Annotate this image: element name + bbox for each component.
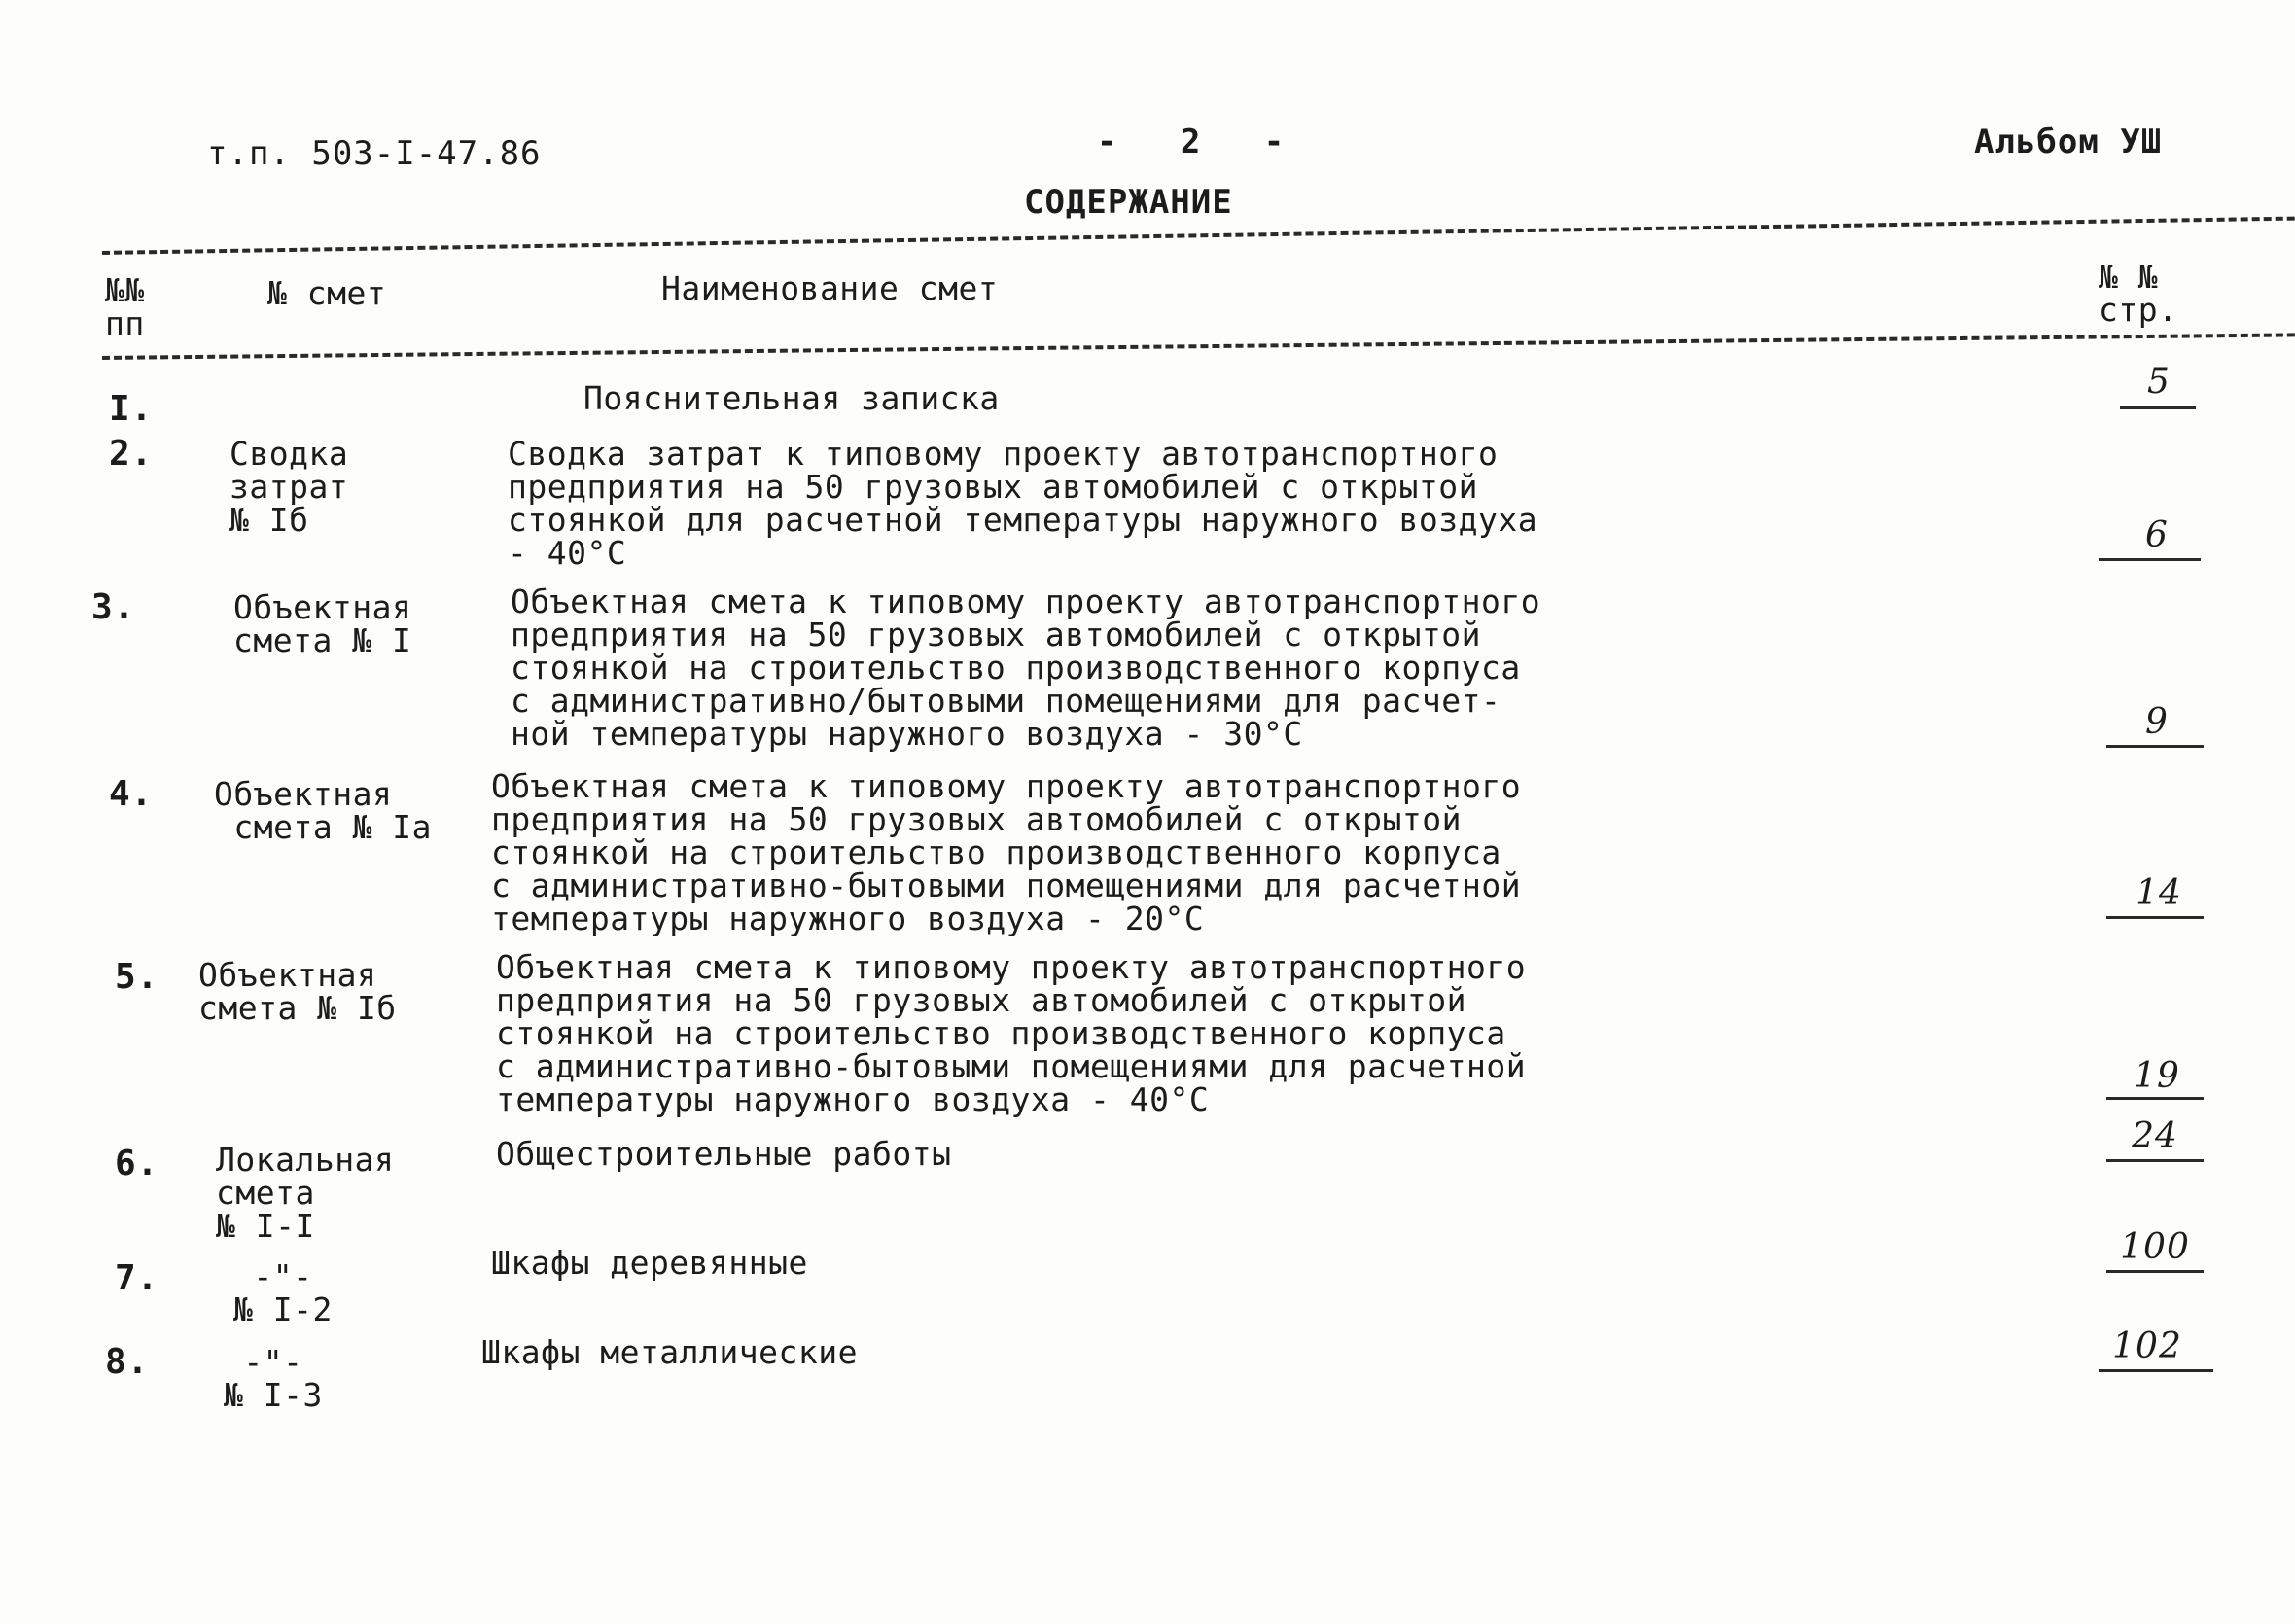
row-7-page: 100 [2120,1227,2190,1267]
page-number: - 2 - [1097,123,1286,161]
row-1-page-underline [2120,406,2196,409]
row-1-num: I. [109,389,154,429]
col-header-page: № № стр. [2099,258,2178,329]
row-5-name: Объектная смета к типовому проекту автотранспортного предприятия на 50 грузовых автомобилей с открытой стоянкой на строительство производственного корпуса с административно-бытовыми помещениями для расчетной температуры наружного воздуха - 40°C [496,948,1527,1118]
row-2-name: Сводка затрат к типовому проекту автотранспортного предприятия на 50 грузовых автомобилей с открытой стоянкой для расчетной температуры наружного воздуха - 40°C [508,435,1538,572]
row-4-name: Объектная смета к типовому проекту автотранспортного предприятия на 50 грузовых автомобилей с открытой стоянкой на строительство производственного корпуса с административно-бытовыми помещениями для расчетной температуры наружного воздуха - 20°C [491,767,1522,937]
row-1-page: 5 [2147,362,2171,402]
row-5-num: 5. [115,957,159,997]
row-3-page: 9 [2145,702,2169,742]
row-6-page: 24 [2132,1116,2178,1156]
row-4-page: 14 [2136,873,2182,913]
row-8-page-underline [2099,1369,2213,1372]
col-header-name: Наименование смет [661,269,999,307]
row-7-num: 7. [115,1258,159,1298]
row-7-estimate: -"- № I-2 [233,1257,333,1328]
row-3-name: Объектная смета к типовому проекту автотранспортного предприятия на 50 грузовых автомобилей с открытой стоянкой на строительство производственного корпуса с административно/бытовыми помещениями для расчет- ной температуры наружного воздуха - 30°C [511,583,1541,753]
table-header-divider [102,333,2295,360]
row-8-num: 8. [105,1342,150,1382]
row-8-page: 102 [2112,1326,2182,1366]
row-2-estimate: Сводка затрат № Iб [230,435,349,539]
row-2-num: 2. [109,434,154,474]
table-top-divider [102,217,2295,255]
row-8-name: Шкафы металлические [481,1333,858,1371]
row-6-num: 6. [115,1144,159,1183]
doc-code: т.п. 503-I-47.86 [207,134,542,173]
row-2-page: 6 [2145,515,2169,555]
page-title: СОДЕРЖАНИЕ [1024,183,1233,222]
row-6-estimate: Локальная смета № I-I [216,1141,395,1245]
row-5-estimate: Объектная смета № Iб [198,956,397,1027]
row-2-page-underline [2099,558,2201,561]
row-5-page: 19 [2134,1056,2180,1096]
row-3-estimate: Объектная смета № I [233,588,412,659]
col-header-num: №№ пп [105,271,145,342]
row-8-estimate: -"- № I-3 [224,1343,323,1414]
row-7-page-underline [2106,1270,2204,1273]
row-5-page-underline [2106,1097,2204,1100]
row-7-name: Шкафы деревянные [491,1244,808,1282]
row-3-page-underline [2106,745,2204,748]
album-label: Альбом УШ [1974,123,2163,161]
col-header-estimate: № смет [267,274,387,312]
row-6-page-underline [2106,1159,2204,1162]
row-4-page-underline [2106,916,2204,919]
row-1-name: Пояснительная записка [583,379,1000,417]
row-6-name: Общестроительные работы [496,1135,952,1173]
row-4-num: 4. [109,774,154,814]
row-4-estimate: Объектная смета № Iа [214,775,433,846]
row-3-num: 3. [91,587,136,627]
